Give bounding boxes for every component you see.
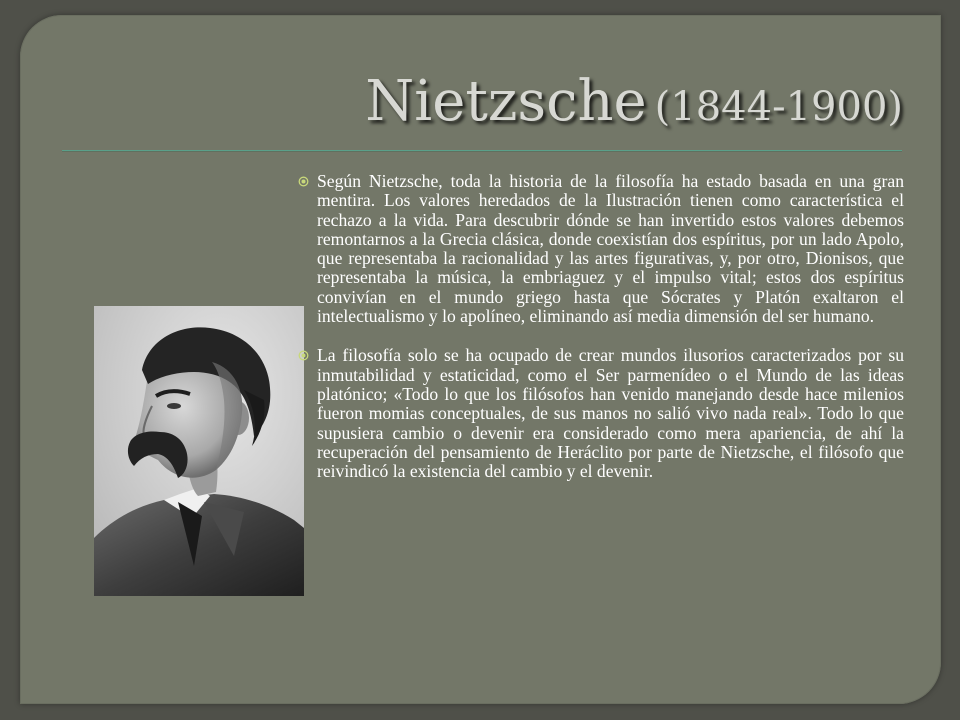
circle-bullet-icon — [298, 350, 309, 361]
bullet-list — [296, 172, 904, 501]
title-years: (1844-1900) — [654, 84, 903, 130]
bullet-text: La filosofía solo se ha ocupado de crear mundos ilusorios caracterizados por su inmutabilidad y estaticidad, como el Ser parmenídeo o el Mundo de las ideas platónico; «Todo lo que los filósofos han venido manejando desde hace milenios fueron momias conceptuales, de sus manos no salió vivo nada real». Todo lo que supusiera cambio o devenir era considerado como mera apariencia, de ahí la recuperación del pensamiento de Heráclito por parte de Nietzsche, el filósofo que reivindicó la existencia del cambio y el devenir. — [317, 345, 904, 482]
title-divider — [62, 150, 902, 151]
portrait-photo — [94, 306, 304, 596]
list-item — [296, 172, 904, 326]
title-name: Nietzsche — [365, 69, 647, 134]
circle-bullet-icon — [298, 176, 309, 187]
bullet-text: Según Nietzsche, toda la historia de la filosofía ha estado basada en una gran mentira. Los valores heredados de la Ilustración tienen como característica el rechazo a la vida. Para descubrir dónde se han invertido estos valores debemos remontarnos a la Grecia clásica, donde coexistían dos espíritus, por un lado Apolo, que representaba la racionalidad y las artes figurativas, y, por otro, Dionisos, que representaba la música, la embriaguez y el impulso vital; estos dos espíritus convivían en el mundo griego hasta que Sócrates y Platón exaltaron el intelectualismo y lo apolíneo, eliminando así media dimensión del ser humano. — [317, 171, 904, 327]
slide-title — [0, 69, 903, 134]
list-item — [296, 346, 904, 481]
portrait-image — [94, 306, 304, 596]
